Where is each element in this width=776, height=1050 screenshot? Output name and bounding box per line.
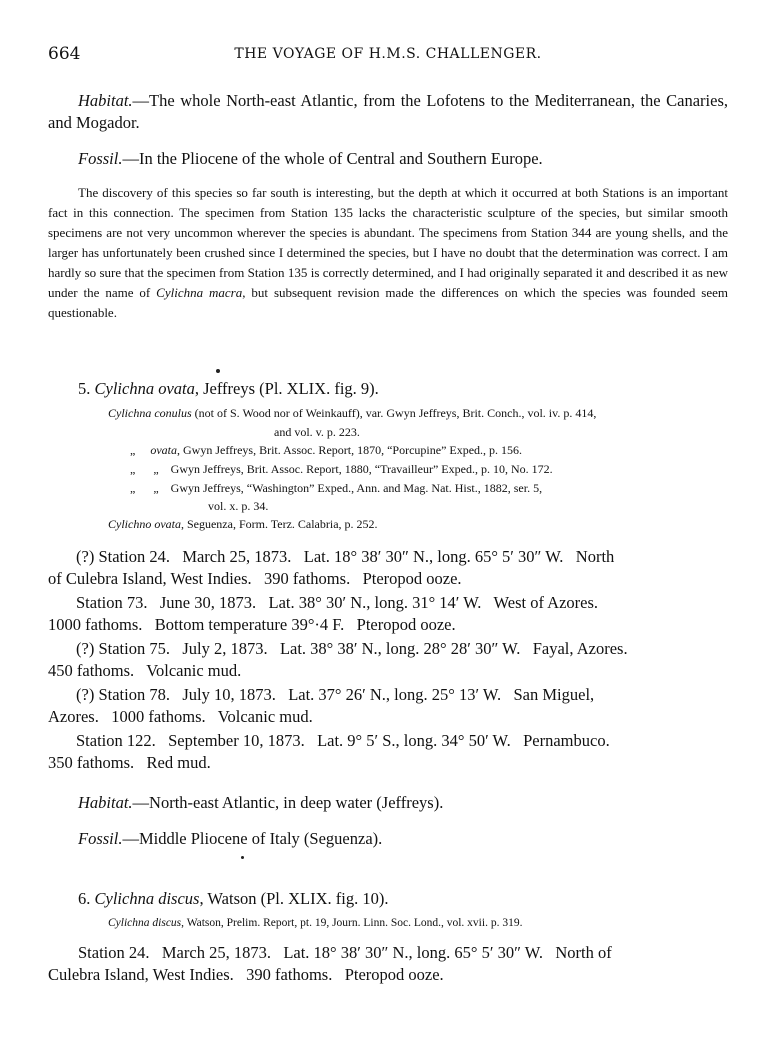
page-number: 664 [48, 44, 81, 64]
species-6-name: Cylichna discus [94, 889, 200, 908]
synonym-1-continuation: and vol. v. p. 223. [274, 425, 360, 439]
species-5-author: , Jeffreys (Pl. XLIX. fig. 9). [194, 379, 379, 398]
station-line-2: 1000 fathoms. Bottom temperature 39°·4 F. Pteropod ooze. [48, 615, 456, 634]
habitat-text: —The whole North-east Atlantic, from the Lofotens to the Mediterranean, the Canaries, and Mogador. [48, 91, 728, 132]
fossil-text: —Middle Pliocene of Italy (Seguenza). [122, 829, 383, 848]
habitat-paragraph [48, 90, 728, 134]
synonym-5 [108, 515, 378, 533]
synonym-text: , Gwyn Jeffreys, Brit. Assoc. Report, 1870, “Porcupine” Exped., p. 156. [177, 443, 523, 457]
fossil-text: —In the Pliocene of the whole of Central and Southern Europe. [122, 149, 543, 168]
fossil-label: Fossil. [78, 829, 123, 848]
synonym-text: (not of S. Wood nor of Weinkauff), var. Gwyn Jeffreys, Brit. Conch., vol. iv. p. 414, [191, 406, 597, 420]
station-line-2: 350 fathoms. Red mud. [48, 753, 211, 772]
station-line-1: (?) Station 75. July 2, 1873. Lat. 38° 38′ N., long. 28° 28′ 30″ W. Fayal, Azores. [76, 639, 628, 658]
discussion-italic-name: Cylichna macra [156, 285, 243, 300]
station-record [48, 730, 728, 774]
synonym-name: Cylichna discus [108, 917, 182, 929]
synonym-name: Cylichno ovata [108, 517, 181, 531]
print-speck [216, 369, 220, 373]
fossil-label: Fossil. [78, 149, 123, 168]
discussion-text-2: , but subsequent revision made the differences on which the species was founded seem questionable. [48, 285, 728, 320]
habitat-label: Habitat. [78, 91, 133, 110]
station-record [48, 638, 728, 682]
station-line-2: Culebra Island, West Indies. 390 fathoms. Pteropod ooze. [48, 965, 444, 984]
fossil-paragraph [48, 148, 728, 170]
synonym-name: Cylichna conulus [108, 406, 192, 420]
species-5-heading [78, 378, 728, 400]
synonym-text: Gwyn Jeffreys, Brit. Assoc. Report, 1880, “Travailleur” Exped., p. 10, No. 172. [170, 462, 553, 476]
synonym-text: Gwyn Jeffreys, “Washington” Exped., Ann. and Mag. Nat. Hist., 1882, ser. 5, [170, 481, 543, 495]
ditto-mark: „ „ [130, 462, 159, 476]
station-line-1: Station 122. September 10, 1873. Lat. 9° 5′ S., long. 34° 50′ W. Pernambuco. [76, 731, 610, 750]
station-record [48, 592, 728, 636]
species-6-station [48, 942, 728, 986]
ditto-mark: „ „ [130, 481, 159, 495]
station-record [48, 546, 728, 590]
station-line-1: Station 24. March 25, 1873. Lat. 18° 38′ 30″ N., long. 65° 5′ 30″ W. North of [78, 943, 612, 962]
species-6-author: , Watson (Pl. XLIX. fig. 10). [199, 889, 389, 908]
synonym-2 [130, 441, 522, 459]
page-header [48, 44, 728, 68]
species-6-heading [78, 888, 728, 910]
species-6-synonym [108, 914, 522, 932]
species-6-number: 6. [78, 889, 91, 908]
discussion-paragraph [48, 183, 728, 323]
synonym-4-continuation: vol. x. p. 34. [208, 499, 269, 513]
station-line-2: of Culebra Island, West Indies. 390 fathoms. Pteropod ooze. [48, 569, 462, 588]
station-record [48, 684, 728, 728]
species-5-habitat [48, 792, 728, 814]
species-5-number: 5. [78, 379, 91, 398]
species-5-fossil [48, 828, 728, 850]
station-line-2: 450 fathoms. Volcanic mud. [48, 661, 242, 680]
habitat-label: Habitat. [78, 793, 133, 812]
species-5-name: Cylichna ovata [94, 379, 195, 398]
running-title: THE VOYAGE OF H.M.S. CHALLENGER. [234, 46, 542, 62]
print-speck [241, 856, 244, 859]
synonym-text: , Seguenza, Form. Terz. Calabria, p. 252. [180, 517, 378, 531]
synonym-1 [108, 404, 596, 422]
station-line-1: (?) Station 24. March 25, 1873. Lat. 18° 38′ 30″ N., long. 65° 5′ 30″ W. North [76, 547, 615, 566]
synonym-text: , Watson, Prelim. Report, pt. 19, Journ. Linn. Soc. Lond., vol. xvii. p. 319. [181, 917, 523, 929]
station-line-1: (?) Station 78. July 10, 1873. Lat. 37° 26′ N., long. 25° 13′ W. San Miguel, [76, 685, 595, 704]
station-line-1: Station 73. June 30, 1873. Lat. 38° 30′ N., long. 31° 14′ W. West of Azores. [76, 593, 599, 612]
station-line-2: Azores. 1000 fathoms. Volcanic mud. [48, 707, 313, 726]
habitat-text: —North-east Atlantic, in deep water (Jeffreys). [132, 793, 444, 812]
discussion-text-1: The discovery of this species so far south is interesting, but the depth at which it occurred at both Stations is an important fact in this connection. The specimen from Station 135 lacks the characteristic sculpture of the species, but similar smooth specimens are not very uncommon wherever the species is abundant. The specimens from Station 344 are young shells, and the larger has unfortunately been crushed since I determined the species, but I have no doubt that the determination was correct. I am hardly so sure that the specimen from Station 135 is correctly determined, and I had originally separated it and described it as new under the name of [48, 185, 728, 300]
synonym-4 [130, 479, 542, 497]
synonym-3 [130, 460, 553, 478]
ditto-mark: „ [130, 443, 136, 457]
synonym-name: ovata [150, 443, 177, 457]
